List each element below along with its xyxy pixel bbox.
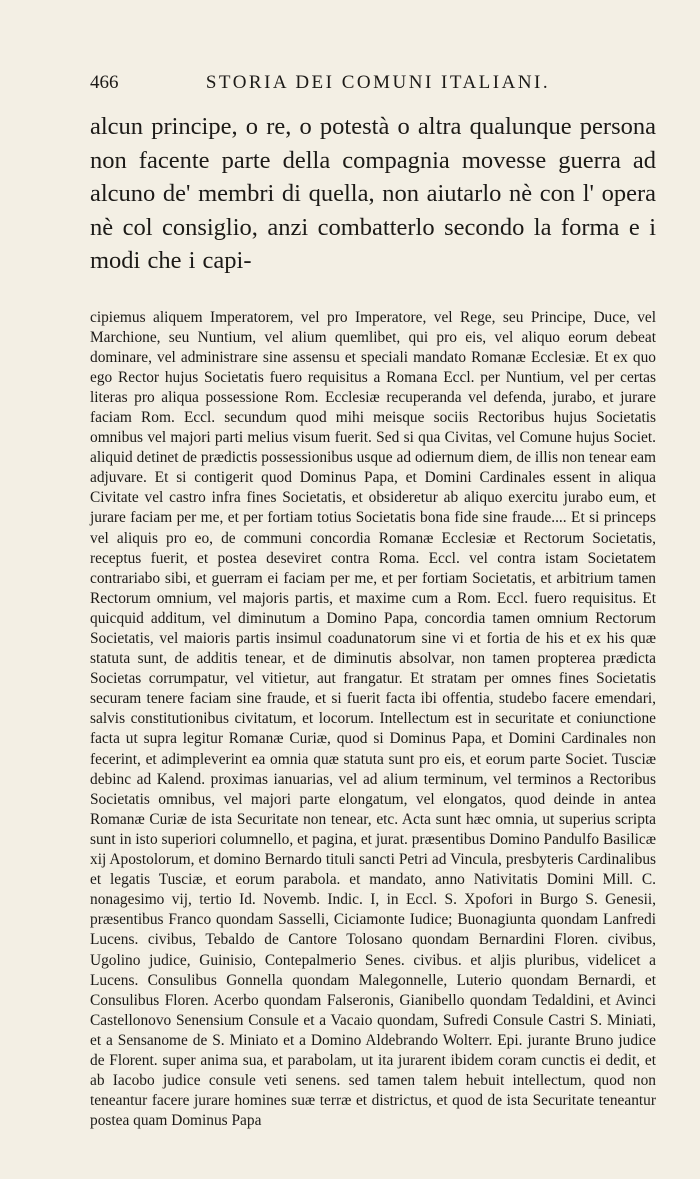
main-text-paragraph: alcun principe, o re, o potestà o altra qualunque persona non facente parte della compagnia movesse guerra ad alcuno de' membri di quella, non aiutarlo nè con l' opera nè col consiglio, anzi combatterlo secondo la forma e i modi che i capi- <box>90 113 656 274</box>
page-number: 466 <box>90 72 119 93</box>
page-header <box>90 72 656 94</box>
footnote-text: cipiemus aliquem Imperatorem, vel pro Imperatore, vel Rege, seu Principe, Duce, vel Marchione, seu Nuntium, vel alium quemlibet, qui pro eis, vel aliquo eorum debeat dominare, vel administrare sine assensu et speciali mandato Romanæ Ecclesiæ. Et ex quo ego Rector hujus Societatis fuero requisitus a Romana Eccl. per Nuntium, vel per certas literas pro aliqua possessione Rom. Ecclesiæ recuperanda vel defenda, jurabo, et jurare faciam Rom. Eccl. secundum quod mihi meisque sociis Rectoribus hujus Societatis omnibus vel majori parti melius visum fuerit. Sed si qua Civitas, vel Comune hujus Societ. aliquid detinet de prædictis possessionibus usque ad odiernum diem, de illis non tenear eam adjuvare. Et si contigerit quod Dominus Papa, et Domini Cardinales essent in aliqua Civitate vel castro infra fines Societatis, et obsideretur ab aliquo exercitu jurabo eum, et jurare faciam per me, et per fortiam totius Societatis bona fide sine fraude.... Et si princeps vel aliquis pro eo, de communi concordia Romanæ Ecclesiæ et Rectorum Societatis, receptus fuerit, et postea deseviret contra Roma. Eccl. vel contra istam Societatem contrariabo sibi, et guerram ei faciam per me, et per fortiam Societatis, et arbitrium tamen Rectorum omnium, vel majoris partis, et maxime cum a Rom. Eccl. fuero requisitus. Et quicquid additum, vel diminutum a Domino Papa, concordia tamen omnium Rectorum Societatis, vel maioris partis insimul coadunatorum sine vi et fortia de his et ex his quæ statuta sunt, de additis tenear, et de diminutis absolvar, non tamen propterea prædicta Societas corrumpatur, vel vitietur, aut frangatur. Et stratam per omnes fines Societatis securam tenere faciam sine fraude, et si fuerit facta ibi offentia, studebo facere emendari, salvis constitutionibus civitatum, et locorum. Intellectum est in securitate et coniunctione facta ut supra legitur Romanæ Curiæ, quod si Dominus Papa, et Domini Cardinales non fecerint, et adimpleverint ea omnia quæ statuta sunt pro eis, et eorum parte Societ. Tusciæ debinc ad Kalend. proximas ianuarias, vel ad alium terminum, vel terminos a Rectoribus Societatis omnibus, vel majori parte elongatum, vel elongatos, quod deinde in antea Romanæ Curiæ de ista Securitate non tenear, etc. Acta sunt hæc omnia, ut superius scripta sunt in isto superiori columnello, et pagina, et jurat. præsentibus Domino Pandulfo Basilicæ xij Apostolorum, et domino Bernardo tituli sancti Petri ad Vincula, presbyteris Cardinalibus et legatis Tusciæ, et eorum parabola. et mandato, anno Nativitatis Domini Mill. C. nonagesimo vij, tertio Id. Novemb. Indic. I, in Eccl. S. Xpofori in Burgo S. Genesii, præsentibus Franco quondam Sasselli, Ciciamonte Iudice; Buonagiunta quondam Lanfredi Lucens. civibus, Tebaldo de Cantore Tolosano quondam Bernardini Floren. civibus, Ugolino judice, Guinisio, Contepalmerio Senes. civibus. et aljis pluribus, videlicet a Lucens. Consulibus Gonnella quondam Malegonnelle, Luterio quondam Bernardi, et Consulibus Floren. Acerbo quondam Falseronis, Gianibello quondam Tedaldini, et Avinci Castellonovo Senensium Consule et a Vacaio quondam, Sufredi Consule Castri S. Miniati, et a Sensanome de S. Miniato et a Domino Aldebrando Wolterr. Epi. jurante Bruno judice de Florent. super anima sua, et parabolam, ut ita jurarent ibidem coram cunctis ei dedit, et ab Iacobo judice consule veti senens. sed tamen talem hebuit intellectum, quod non teneantur facere jurare homines suæ terræ et districtus, et quod de ista Securitate teneantur postea quam Dominus Papa <box>90 308 656 1130</box>
running-title: STORIA DEI COMUNI ITALIANI. <box>205 72 551 93</box>
